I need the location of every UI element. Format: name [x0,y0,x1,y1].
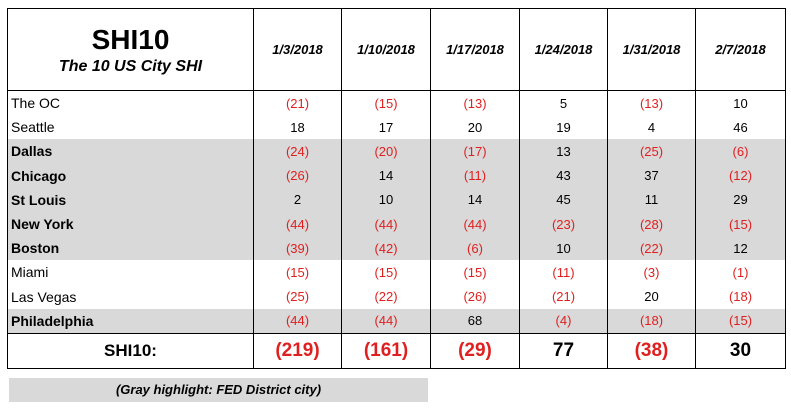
shi-value: (44) [342,212,431,236]
city-name: Boston [8,236,254,260]
city-name: St Louis [8,188,254,212]
shi-value: 12 [696,236,786,260]
shi-value: (15) [696,212,786,236]
city-row [8,285,786,309]
city-row [8,260,786,284]
shi-value: 29 [696,188,786,212]
shi-value: (44) [431,212,520,236]
shi-value: (44) [342,309,431,334]
shi-value: 2 [254,188,342,212]
total-value: (29) [431,333,520,368]
shi-value: (22) [342,285,431,309]
shi-value: (18) [608,309,696,334]
shi-value: (21) [254,91,342,116]
shi-value: (11) [520,260,608,284]
city-name: Miami [8,260,254,284]
shi-value: (15) [431,260,520,284]
table-subtitle: The 10 US City SHI [58,57,203,75]
shi-value: 10 [696,91,786,116]
title-cell [8,9,254,91]
shi-value: (28) [608,212,696,236]
total-value: (219) [254,333,342,368]
date-header: 1/10/2018 [342,9,431,91]
shi-value: (21) [520,285,608,309]
city-row [8,309,786,334]
shi-value: (25) [608,139,696,163]
shi-value: 14 [431,188,520,212]
total-value: (38) [608,333,696,368]
city-name: Philadelphia [8,309,254,334]
shi-value: (13) [608,91,696,116]
total-value: 30 [696,333,786,368]
shi-value: 18 [254,115,342,139]
shi-value: 14 [342,164,431,188]
shi-value: (39) [254,236,342,260]
date-header: 1/17/2018 [431,9,520,91]
shi-value: (6) [431,236,520,260]
shi-value: 4 [608,115,696,139]
shi-value: (23) [520,212,608,236]
city-row [8,236,786,260]
shi-value: 37 [608,164,696,188]
shi-value: 68 [431,309,520,334]
shi-value: (26) [254,164,342,188]
city-row [8,115,786,139]
shi-value: 20 [431,115,520,139]
shi-value: (6) [696,139,786,163]
city-row [8,164,786,188]
shi-value: 13 [520,139,608,163]
city-row [8,212,786,236]
city-name: Las Vegas [8,285,254,309]
shi-value: 5 [520,91,608,116]
total-value: 77 [520,333,608,368]
shi-value: (15) [254,260,342,284]
date-header: 1/3/2018 [254,9,342,91]
fed-district-note: (Gray highlight: FED District city) [9,378,428,402]
shi-value: 10 [342,188,431,212]
shi-value: (17) [431,139,520,163]
shi-value: (24) [254,139,342,163]
shi-value: (20) [342,139,431,163]
shi-value: 10 [520,236,608,260]
shi-value: (11) [431,164,520,188]
shi-value: (13) [431,91,520,116]
total-label: SHI10: [8,333,254,368]
total-row [8,333,786,368]
shi-value: 46 [696,115,786,139]
shi-value: (18) [696,285,786,309]
city-row [8,91,786,116]
shi-value: (42) [342,236,431,260]
date-header: 2/7/2018 [696,9,786,91]
shi-value: (4) [520,309,608,334]
total-value: (161) [342,333,431,368]
shi-value: 19 [520,115,608,139]
date-header: 1/31/2018 [608,9,696,91]
shi10-table [7,8,786,369]
city-name: New York [8,212,254,236]
shi-value: 17 [342,115,431,139]
city-row [8,139,786,163]
city-row [8,188,786,212]
city-name: Chicago [8,164,254,188]
shi-value: (26) [431,285,520,309]
shi-value: (1) [696,260,786,284]
shi-value: (25) [254,285,342,309]
shi-value: (15) [696,309,786,334]
header-row [8,9,786,91]
date-header: 1/24/2018 [520,9,608,91]
shi-value: (3) [608,260,696,284]
city-name: Seattle [8,115,254,139]
shi-value: (15) [342,91,431,116]
shi-value: 45 [520,188,608,212]
shi-value: (12) [696,164,786,188]
shi-value: (22) [608,236,696,260]
city-name: Dallas [8,139,254,163]
table-title: SHI10 [91,23,170,55]
shi-value: (15) [342,260,431,284]
shi-value: 20 [608,285,696,309]
shi-value: 43 [520,164,608,188]
shi-value: 11 [608,188,696,212]
shi-value: (44) [254,309,342,334]
shi-value: (44) [254,212,342,236]
city-name: The OC [8,91,254,116]
